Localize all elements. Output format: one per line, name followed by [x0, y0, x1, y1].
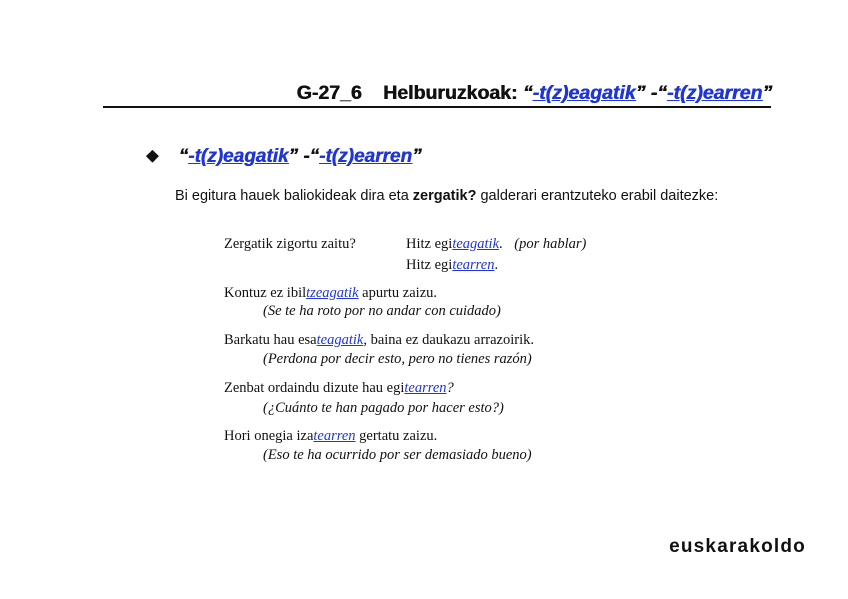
intro-bold: zergatik?	[412, 188, 477, 204]
title-divider	[103, 106, 771, 108]
example-3-suffix: teagatik	[316, 332, 364, 348]
example-1-suffix-1: teagatik	[452, 236, 500, 252]
example-1-answer-2	[406, 256, 498, 275]
title-suffix-eagatik: -t(z)eagatik	[532, 82, 636, 104]
example-4-rest: ?	[446, 380, 454, 396]
example-2-rest: apurtu zaizu.	[358, 285, 438, 301]
heading-middle-quote: ” -“	[288, 146, 320, 167]
example-1-question: Zergatik zigortu zaitu?	[224, 236, 356, 252]
intro-paragraph	[143, 187, 753, 206]
example-4-translation: (¿Cuánto te han pagado por hacer esto?)	[263, 400, 504, 416]
example-2-stem: Kontuz ez ibil	[224, 285, 307, 301]
example-4-suffix: tearren	[404, 380, 447, 396]
example-5-sentence	[224, 427, 437, 446]
example-2-sentence	[224, 284, 437, 303]
example-1-stem-1: Hitz egi	[406, 236, 453, 252]
example-2-translation: (Se te ha roto por no andar con cuidado)	[263, 303, 501, 319]
example-5-suffix: tearren	[313, 428, 356, 444]
intro-before: Bi egitura hauek baliokideak dira eta	[175, 188, 413, 204]
title-middle-quote: ” -“	[635, 82, 667, 104]
page-title	[0, 82, 772, 105]
example-3-stem: Barkatu hau esa	[224, 332, 317, 348]
example-3-sentence	[224, 331, 534, 350]
example-5-translation: (Eso te ha ocurrido por ser demasiado bueno)	[263, 447, 532, 463]
heading-close-quote: ”	[411, 146, 422, 167]
example-1-punct-1: .	[499, 236, 503, 252]
example-5-stem: Hori onegia iza	[224, 428, 314, 444]
example-2-suffix: tzeagatik	[306, 285, 359, 301]
example-1-stem-2: Hitz egi	[406, 257, 453, 273]
example-5-rest: gertatu zaizu.	[355, 428, 438, 444]
diamond-bullet-icon: ❖	[145, 149, 160, 166]
title-code: G-27_6	[296, 82, 362, 104]
title-close-quote: ”	[762, 82, 772, 104]
heading-suffix-eagatik: -t(z)eagatik	[188, 146, 289, 167]
heading-open-quote: “	[178, 146, 189, 167]
intro-after: galderari erantzuteko erabil daitezke:	[476, 188, 719, 204]
title-open-quote: “	[522, 82, 533, 104]
example-4-stem: Zenbat ordaindu dizute hau egi	[224, 380, 405, 396]
brand-logo: euskarakoldo	[669, 536, 806, 557]
example-1-translation: (por hablar)	[514, 236, 587, 252]
title-label: Helburuzkoak:	[383, 82, 518, 104]
example-1-answer-1	[406, 235, 586, 254]
example-3-rest: , baina ez daukazu arrazoirik.	[363, 332, 535, 348]
section-heading	[145, 146, 421, 168]
heading-suffix-earren: -t(z)earren	[319, 146, 412, 167]
example-1-suffix-2: tearren	[452, 257, 495, 273]
title-suffix-earren: -t(z)earren	[666, 82, 763, 104]
example-3-translation: (Perdona por decir esto, pero no tienes razón)	[263, 351, 532, 367]
example-1-punct-2: .	[494, 257, 499, 273]
example-4-sentence	[224, 379, 454, 398]
